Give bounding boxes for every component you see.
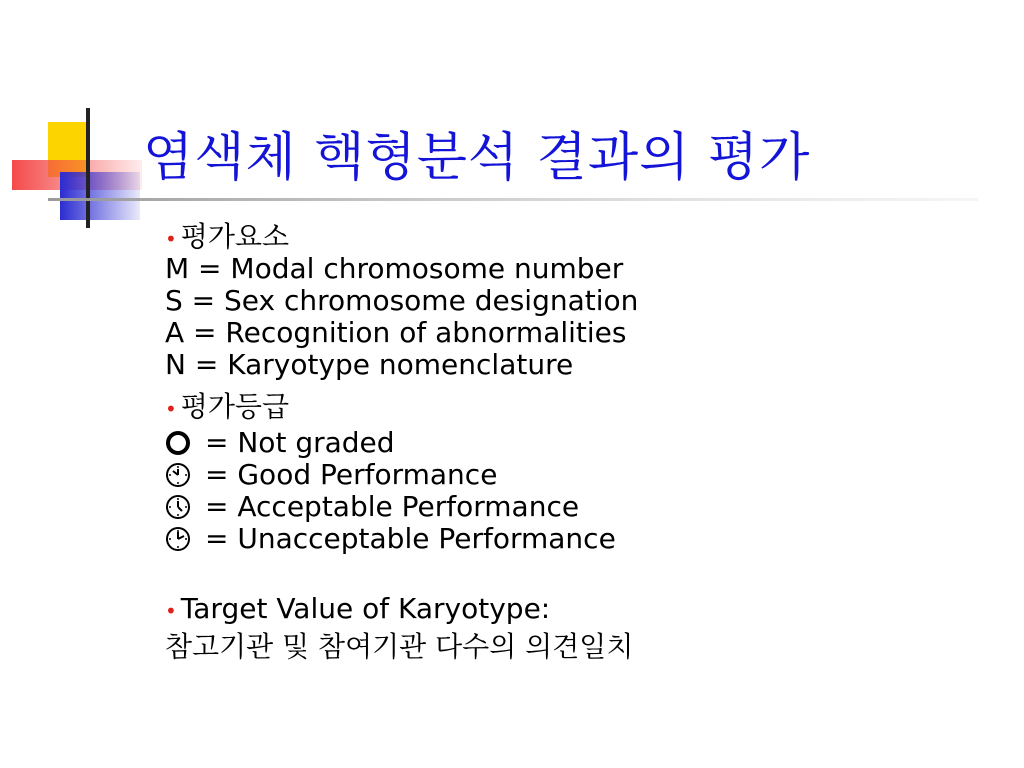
criteria-item: A = Recognition of abnormalities xyxy=(165,316,627,349)
bullet-icon: • xyxy=(165,227,177,251)
slide-body xyxy=(165,221,995,663)
criteria-item: S = Sex chromosome designation xyxy=(165,284,639,317)
grades-heading: 평가등급 xyxy=(180,390,289,423)
criteria-heading: 평가요소 xyxy=(180,220,289,253)
criteria-item: N = Karyotype nomenclature xyxy=(165,348,574,381)
vertical-divider xyxy=(86,108,90,228)
clock-icon xyxy=(165,494,191,520)
bullet-icon: • xyxy=(165,397,177,421)
blue-bar xyxy=(60,172,140,220)
target-heading: Target Value of Karyotype xyxy=(180,592,541,625)
grades-heading-row xyxy=(165,391,995,423)
grade-label: = Acceptable Performance xyxy=(205,490,580,523)
target-body: 참고기관 및 참여기관 다수의 의견일치 xyxy=(165,630,634,663)
grade-label: = Not graded xyxy=(205,426,395,459)
horizontal-divider xyxy=(48,198,978,201)
grade-label: = Unacceptable Performance xyxy=(205,522,616,555)
bullet-icon: • xyxy=(165,599,177,623)
grade-label: = Good Performance xyxy=(205,458,498,491)
grade-item-acceptable xyxy=(165,491,995,523)
grade-item-unacceptable xyxy=(165,523,995,555)
target-section xyxy=(165,593,995,663)
clock-icon xyxy=(165,526,191,552)
grade-item-not-graded xyxy=(165,427,995,459)
grades-section xyxy=(165,391,995,555)
target-heading-colon: : xyxy=(540,592,551,625)
grade-item-good xyxy=(165,459,995,491)
criteria-heading-row xyxy=(165,221,995,253)
criteria-section xyxy=(165,221,995,381)
slide-title: 염색체 핵형분석 결과의 평가 xyxy=(143,128,811,188)
clock-icon xyxy=(165,462,191,488)
criteria-item: M = Modal chromosome number xyxy=(165,252,624,285)
open-circle-icon xyxy=(165,430,191,456)
target-heading-row xyxy=(165,593,995,625)
corner-logo-decoration xyxy=(0,0,1024,240)
